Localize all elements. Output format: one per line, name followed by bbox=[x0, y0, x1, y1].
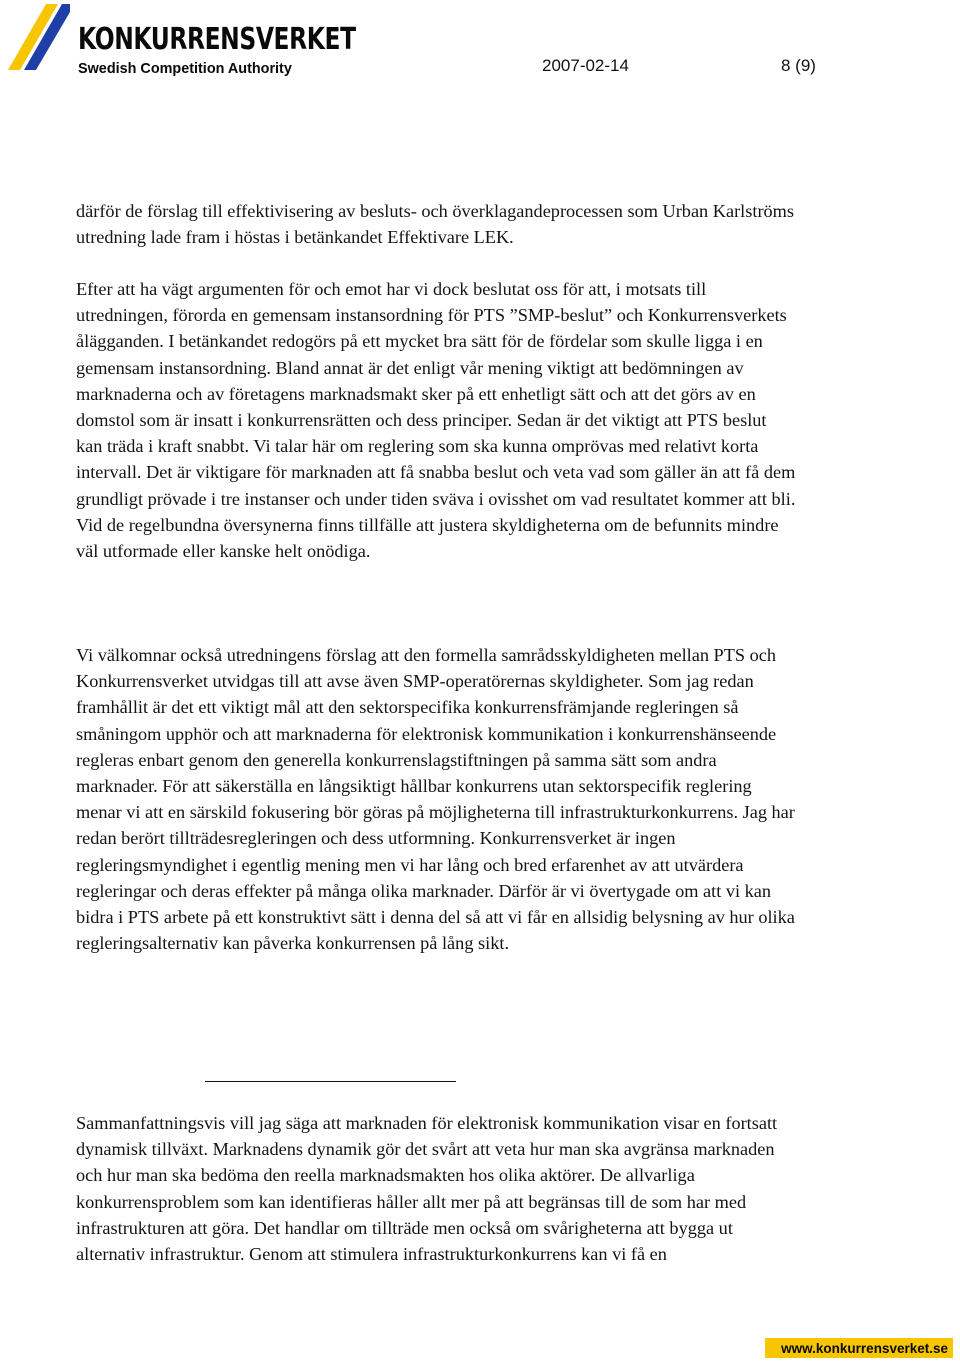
paragraph-text: Sammanfattningsvis vill jag säga att marknaden för elektronisk kommunikation visar en fortsatt dynamisk tillväxt. Marknadens dynamik gör det svårt att veta hur man ska avgränsa marknaden och hur man ska bedöma den reella marknadsmakten hos olika aktörer. De allvarliga konkurrensproblem som kan identifieras håller allt mer på att begränsas till de som har med infrastrukturen att göra. Det handlar om tillträde men också om svårigheterna att bygga ut alternativ infrastruktur. Genom att stimulera infrastrukturkonkurrens kan vi få en bbox=[76, 1113, 778, 1265]
footer-website-banner bbox=[765, 1338, 953, 1358]
paragraph-2 bbox=[76, 276, 796, 564]
section-divider bbox=[205, 1081, 456, 1082]
agency-logo bbox=[6, 4, 406, 78]
footer-url: www.konkurrensverket.se bbox=[781, 1340, 948, 1356]
logo-title: KONKURRENSVERKET bbox=[78, 22, 356, 57]
paragraph-1 bbox=[76, 198, 796, 250]
paragraph-3 bbox=[76, 642, 796, 956]
page-number: 8 (9) bbox=[781, 56, 816, 75]
paragraph-text: därför de förslag till effektivisering av besluts- och överklagandeprocessen som Urban Karlströms utredning lade fram i höstas i betänkandet Effektivare LEK. bbox=[76, 201, 795, 248]
paragraph-text: Efter att ha vägt argumenten för och emot har vi dock beslutat oss för att, i motsats till utredningen, förorda en gemensam instansordning för PTS ”SMP-beslut” och Konkurrensverkets ålägganden. I betänkandet redogörs på ett mycket bra sätt för de fördelar som skulle ligga i en gemensam instansordning. Bland annat är det enligt vår mening viktigt att bedömningen av marknaderna och av företagens marknadsmakt sker på ett enhetligt sätt och att det görs av en domstol som är insatt i konkurrensrätten och dess principer. Sedan är det viktigt att PTS beslut kan träda i kraft snabbt. Vi talar här om reglering som ska kunna omprövas med relativt korta intervall. Det är viktigare för marknaden att få snabba beslut och veta vad som gäller än att få dem grundligt prövade i tre instanser och under tiden sväva i ovisshet om vad resultatet kommer att bli. Vid de regelbundna översynerna finns tillfälle att justera skyldigheterna om de befunnits mindre väl utformade eller kanske helt onödiga. bbox=[76, 279, 796, 562]
logo-stripes-icon bbox=[6, 4, 70, 70]
document-date: 2007-02-14 bbox=[542, 56, 629, 75]
paragraph-text: Vi välkomnar också utredningens förslag att den formella samrådsskyldigheten mellan PTS och Konkurrensverket utvidgas till att avse även SMP-operatörernas skyldigheter. Som jag redan framhållit är det ett viktigt mål att den sektorspecifika konkurrensfrämjande regleringen så småningom upphör och att marknaderna för elektronisk kommunikation i konkurrenshänseende regleras enbart genom den generella konkurrenslagstiftningen på samma sätt som andra marknader. För att säkerställa en långsiktigt hållbar konkurrens utan sektorspecifik reglering menar vi att en särskild fokusering bör göras på möjligheterna till infrastrukturkonkurrens. Jag har redan berört tillträdesregleringen och dess utformning. Konkurrensverket är ingen regleringsmyndighet i egentlig mening men vi har lång och bred erfarenhet av att utvärdera regleringar och deras effekter på många olika marknader. Därför är vi övertygade om att vi kan bidra i PTS arbete på ett konstruktivt sätt i denna del så att vi får en allsidig belysning av hur olika regleringsalternativ kan påverka konkurrensen på lång sikt. bbox=[76, 645, 795, 954]
logo-subtitle: Swedish Competition Authority bbox=[78, 60, 292, 77]
paragraph-4 bbox=[76, 1110, 796, 1267]
